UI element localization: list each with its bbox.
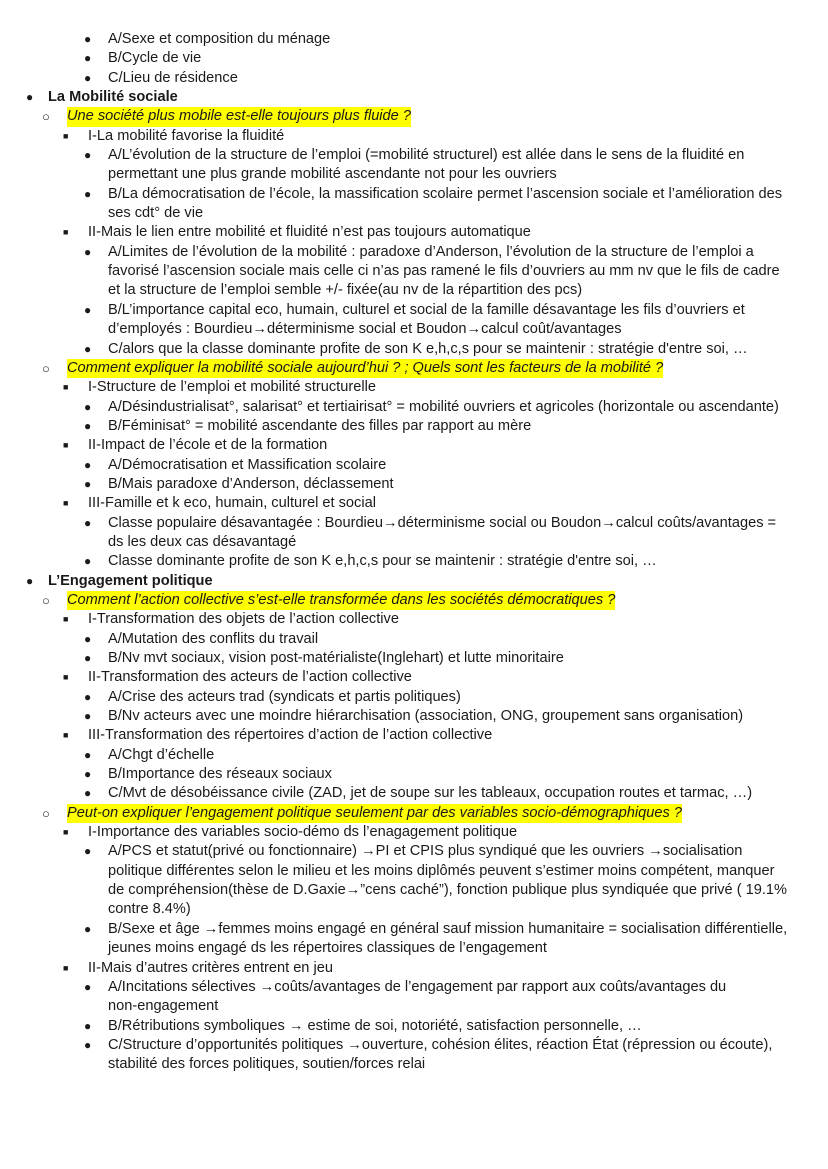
line-text: B/Nv mvt sociaux, vision post-matérialiste(Inglehart) et lutte minoritaire (108, 650, 564, 666)
line-text: I-Importance des variables socio-démo ds l’enagagement politique (88, 824, 518, 841)
question-heading (0, 107, 828, 126)
line-text: I-Structure de l’emploi et mobilité structurelle (88, 379, 376, 396)
disc-bullet-icon: ● (84, 515, 92, 530)
disc-bullet-icon: ● (84, 554, 92, 569)
circle-bullet-icon: ○ (42, 109, 50, 125)
line-text: B/Cycle de vie (108, 50, 202, 67)
line-text: B/Nv acteurs avec une moindre hiérarchisation (association, ONG, groupement sans organisation) (108, 708, 744, 725)
line-text: B/L’importance capital eco, humain, culturel et social de la famille désavantage les fils d’ouvriers et (108, 301, 745, 318)
line-text: A/Limites de l’évolution de la mobilité : paradoxe d’Anderson, l’évolution de la structure de l’emploi a (108, 243, 754, 260)
line-text: A/Crise des acteurs trad (syndicats et partis politiques) (108, 688, 461, 705)
sub-item (0, 243, 828, 262)
disc-bullet-icon: ● (84, 921, 92, 936)
sub-item (0, 398, 828, 417)
sub-item (0, 417, 828, 436)
sub-item (0, 688, 828, 707)
line-text: II-Transformation des acteurs de l’action collective (88, 669, 412, 686)
disc-bullet-icon: ● (84, 244, 92, 259)
sub-item (0, 630, 828, 649)
circle-bullet-icon: ○ (42, 805, 50, 821)
sub-item (0, 185, 828, 204)
sub-item (0, 146, 828, 165)
square-bullet-icon: ■ (63, 827, 69, 838)
sub-item (0, 456, 828, 475)
line-text: B/Féminisat° = mobilité ascendante des filles par rapport au mère (108, 417, 532, 434)
disc-bullet-icon: ● (84, 302, 92, 317)
line-text: II-Impact de l’école et de la formation (88, 437, 328, 454)
line-text: Comment expliquer la mobilité sociale aujourd’hui ? ; Quels sont les facteurs de la mobilité ? (67, 359, 663, 378)
disc-bullet-icon: ● (26, 90, 34, 105)
line-text: C/Structure d’opportunités politiques →ouverture, cohésion élites, réaction État (répression ou écoute), (108, 1036, 773, 1053)
continuation-line (0, 533, 828, 552)
continuation-line (0, 281, 828, 300)
disc-bullet-icon: ● (84, 844, 92, 859)
sub-item (0, 49, 828, 68)
line-text: permettant une plus grande mobilité ascendante not pour les ouvriers (108, 166, 557, 183)
disc-bullet-icon: ● (84, 631, 92, 646)
disc-bullet-icon: ● (84, 418, 92, 433)
square-bullet-icon: ■ (63, 440, 69, 451)
line-text: non-engagement (108, 998, 219, 1015)
disc-bullet-icon: ● (84, 51, 92, 66)
sub-item (0, 784, 828, 803)
line-text: B/Rétributions symboliques → estime de soi, notoriété, satisfaction personnelle, … (108, 1017, 642, 1034)
square-bullet-icon: ■ (63, 730, 69, 741)
line-text: de compréhension(thèse de D.Gaxie→”cens caché”), fonction publique plus syndiquée que privé ( 19.1% (108, 882, 788, 899)
line-text: jeunes moins engagé ds les répertoires classiques de l’engagement (108, 940, 547, 957)
line-text: Classe populaire désavantagée : Bourdieu→déterminisme social ou Boudon→calcul coûts/avantages = (108, 514, 777, 531)
line-text: La Mobilité sociale (48, 89, 178, 106)
line-text: C/alors que la classe dominante profite de son K e,h,c,s pour se maintenir : stratégie d'entre soi, … (108, 340, 748, 357)
disc-bullet-icon: ● (84, 1018, 92, 1033)
line-text: A/Désindustrialisat°, salarisat° et tertiairisat° = mobilité ouvriers et agricoles (horizontale ou ascendante) (108, 398, 779, 415)
line-text: B/La démocratisation de l’école, la massification scolaire permet l’ascension sociale et l’amélioration des (108, 185, 783, 202)
sub-item (0, 69, 828, 88)
line-text: politique différentes selon le milieu et les moins diplômés peuvent s’estimer moins compétent, manquer (108, 862, 775, 879)
part-item (0, 494, 828, 513)
disc-bullet-icon: ● (84, 651, 92, 665)
continuation-line (0, 262, 828, 281)
continuation-line (0, 997, 828, 1016)
square-bullet-icon: ■ (63, 498, 69, 509)
square-bullet-icon: ■ (63, 962, 69, 973)
disc-bullet-icon: ● (84, 186, 92, 201)
sub-item (0, 552, 828, 571)
line-text: Une société plus mobile est-elle toujours plus fluide ? (67, 107, 411, 126)
circle-bullet-icon: ○ (42, 592, 50, 608)
disc-bullet-icon: ● (26, 573, 34, 588)
line-text: d’employés : Bourdieu→déterminisme social et Boudon→calcul coût/avantages (108, 321, 622, 338)
line-text: Peut-on expliquer l’engagement politique seulement par des variables socio-démographiques ? (67, 804, 682, 823)
continuation-line (0, 204, 828, 223)
line-text: A/PCS et statut(privé ou fonctionnaire) →PI et CPIS plus syndiqué que les ouvriers →socialisation (108, 843, 743, 860)
line-text: L’Engagement politique (48, 572, 213, 589)
continuation-line (0, 900, 828, 919)
line-text: C/Lieu de résidence (108, 69, 238, 86)
line-text: A/Sexe et composition du ménage (108, 31, 331, 47)
sub-item (0, 340, 828, 359)
section-heading (0, 88, 828, 107)
line-text: I-La mobilité favorise la fluidité (88, 127, 285, 144)
part-item (0, 127, 828, 146)
line-text: II-Mais le lien entre mobilité et fluidité n’est pas toujours automatique (88, 224, 531, 241)
line-text: B/Importance des réseaux sociaux (108, 766, 332, 783)
part-item (0, 378, 828, 397)
disc-bullet-icon: ● (84, 689, 92, 704)
sub-item (0, 30, 828, 49)
continuation-line (0, 1055, 828, 1074)
square-bullet-icon: ■ (63, 130, 69, 141)
part-item (0, 223, 828, 242)
disc-bullet-icon: ● (84, 341, 92, 356)
square-bullet-icon: ■ (63, 614, 69, 625)
disc-bullet-icon: ● (84, 1037, 92, 1052)
part-item (0, 823, 828, 842)
line-text: A/Incitations sélectives →coûts/avantages de l’engagement par rapport aux coûts/avantages du (108, 978, 727, 995)
section-heading (0, 572, 828, 591)
line-text: favorisé l’ascension sociale mais celle ci n’as pas ramené le fils d’ouvriers au mm nv que le fils de cadre (108, 263, 780, 280)
question-heading (0, 359, 828, 378)
sub-item (0, 765, 828, 784)
part-item (0, 959, 828, 978)
line-text: III-Transformation des répertoires d’action de l’action collective (88, 727, 493, 744)
sub-item (0, 707, 828, 726)
disc-bullet-icon: ● (84, 747, 92, 762)
line-text: ses cdt° de vie (108, 205, 204, 222)
line-text: A/Démocratisation et Massification scolaire (108, 456, 387, 473)
disc-bullet-icon: ● (84, 148, 92, 163)
disc-bullet-icon: ● (84, 979, 92, 994)
line-text: A/L’évolution de la structure de l’emploi (=mobilité structurel) est allée dans le sens de la fluidité en (108, 147, 745, 164)
sub-item (0, 514, 828, 533)
part-item (0, 726, 828, 745)
continuation-line (0, 881, 828, 900)
line-text: B/Sexe et âge →femmes moins engagé en général sauf mission humanitaire = socialisation différentielle, (108, 920, 788, 937)
square-bullet-icon: ■ (63, 227, 69, 238)
sub-item (0, 649, 828, 668)
disc-bullet-icon: ● (84, 32, 92, 46)
disc-bullet-icon: ● (84, 786, 92, 801)
line-text: III-Famille et k eco, humain, culturel et social (88, 495, 376, 512)
disc-bullet-icon: ● (84, 457, 92, 472)
sub-item (0, 920, 828, 939)
part-item (0, 610, 828, 629)
sub-item (0, 978, 828, 997)
circle-bullet-icon: ○ (42, 360, 50, 376)
sub-item (0, 1017, 828, 1036)
continuation-line (0, 320, 828, 339)
line-text: A/Chgt d’échelle (108, 746, 215, 763)
disc-bullet-icon: ● (84, 709, 92, 724)
part-item (0, 436, 828, 455)
line-text: C/Mvt de désobéissance civile (ZAD, jet de soupe sur les tableaux, occupation routes et tarmac, …) (108, 785, 753, 802)
sub-item (0, 746, 828, 765)
line-text: B/Mais paradoxe d’Anderson, déclassement (108, 475, 394, 492)
square-bullet-icon: ■ (63, 382, 69, 393)
document-body (0, 30, 828, 1075)
square-bullet-icon: ■ (63, 672, 69, 683)
sub-item (0, 475, 828, 494)
disc-bullet-icon: ● (84, 767, 92, 782)
continuation-line (0, 862, 828, 881)
line-text: Comment l’action collective s’est-elle transformée dans les sociétés démocratiques ? (67, 591, 615, 610)
line-text: II-Mais d’autres critères entrent en jeu (88, 959, 333, 976)
sub-item (0, 842, 828, 861)
continuation-line (0, 165, 828, 184)
line-text: et la structure de l’emploi semble +/- fixée(au nv de la répartition des pcs) (108, 282, 583, 299)
part-item (0, 668, 828, 687)
disc-bullet-icon: ● (84, 70, 92, 85)
line-text: Classe dominante profite de son K e,h,c,s pour se maintenir : stratégie d'entre soi, … (108, 553, 657, 570)
line-text: I-Transformation des objets de l’action collective (88, 611, 399, 628)
question-heading (0, 804, 828, 823)
sub-item (0, 301, 828, 320)
line-text: stabilité des forces politiques, soutien/forces relai (108, 1056, 426, 1073)
continuation-line (0, 939, 828, 958)
disc-bullet-icon: ● (84, 476, 92, 491)
line-text: contre 8.4%) (108, 901, 191, 918)
disc-bullet-icon: ● (84, 399, 92, 414)
line-text: ds les deux cas désavantagé (108, 533, 297, 550)
question-heading (0, 591, 828, 610)
sub-item (0, 1036, 828, 1055)
line-text: A/Mutation des conflits du travail (108, 630, 319, 647)
